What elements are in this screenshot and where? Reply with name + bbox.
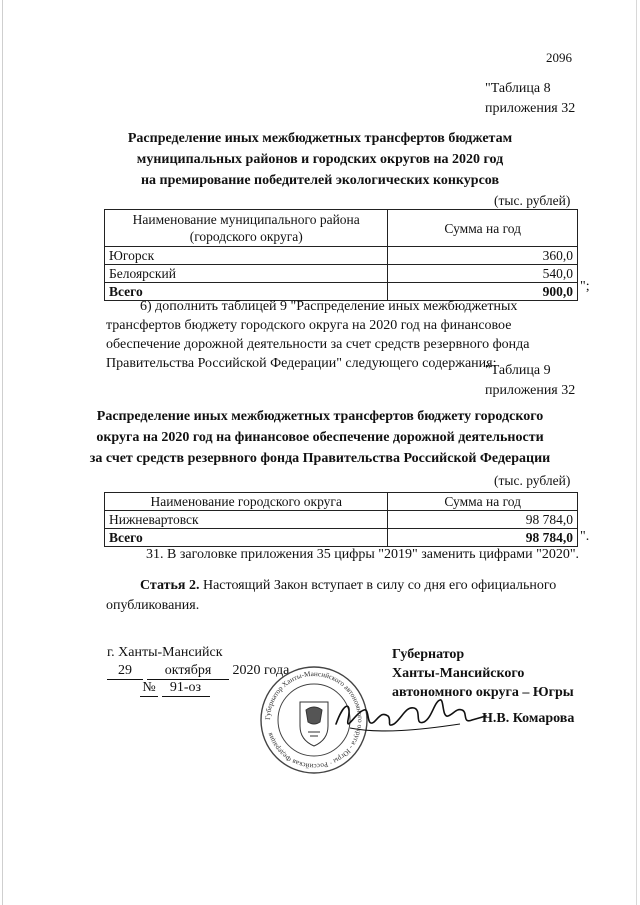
table9-total-name: Всего <box>105 529 388 547</box>
article-2-label: Статья 2. <box>140 578 200 593</box>
table8-title-line1: Распределение иных межбюджетных трансфертов бюджетам <box>127 131 513 146</box>
handwritten-signature <box>330 694 490 744</box>
table9-title-line2: округа на 2020 год на финансовое обеспечение дорожной деятельности <box>96 430 544 445</box>
table9-total-value: 98 784,0 <box>388 529 578 547</box>
table8-reference-line2: приложения 32 <box>485 101 576 116</box>
table-row <box>105 511 578 529</box>
table9-header-name: Наименование городского округа <box>105 493 388 511</box>
governor-title-line1: Губернатор <box>392 647 465 662</box>
table-row <box>105 265 578 283</box>
scan-edge-right <box>636 0 637 905</box>
table9-units: (тыс. рублей) <box>494 473 571 488</box>
table8-closing-quote: "; <box>580 279 590 294</box>
paragraph-6-line3: обеспечение дорожной деятельности за счет средств резервного фонда <box>106 337 530 352</box>
paragraph-6-line1-text: 6) дополнить таблицей 9 "Распределение иных межбюджетных <box>140 299 518 314</box>
table9-reference-line1: "Таблица 9 <box>485 363 551 378</box>
table9-closing-quote: ". <box>580 529 590 544</box>
table9-title-line3: за счет средств резервного фонда Правительства Российской Федерации <box>89 451 551 466</box>
governor-name: Н.В. Комарова <box>482 711 575 726</box>
table9-header-sum: Сумма на год <box>388 493 578 511</box>
signing-month: октября <box>147 663 229 680</box>
paragraph-6-line1 <box>106 297 584 316</box>
table8-title-line2: муниципальных районов и городских округов на 2020 год <box>136 152 504 167</box>
table8-title-line3: на премирование победителей экологических конкурсов <box>140 173 500 188</box>
article-2-text: Настоящий Закон вступает в силу со дня его официального <box>202 578 557 593</box>
paragraph-31: 31. В заголовке приложения 35 цифры "2019" заменить цифрами "2020". <box>146 547 580 562</box>
table8-reference-line1: "Таблица 8 <box>485 81 551 96</box>
law-number-value: 91-оз <box>162 680 210 697</box>
table8-row2-value: 540,0 <box>388 265 578 283</box>
article-2-line1 <box>106 576 584 596</box>
signing-city: г. Ханты-Мансийск <box>107 645 223 660</box>
scan-edge-left <box>2 0 3 905</box>
table8-header-name <box>105 210 388 247</box>
table9-reference-line2: приложения 32 <box>485 383 576 398</box>
signing-day: 29 <box>107 663 143 680</box>
table9-title <box>60 406 580 469</box>
table9-row1-name: Нижневартовск <box>105 511 388 529</box>
table9-title-line1: Распределение иных межбюджетных трансфертов бюджету городского <box>96 409 544 424</box>
law-number-prefix: № <box>140 680 158 697</box>
article-2-line2: опубликования. <box>106 598 200 613</box>
table9 <box>104 492 578 547</box>
table8-header-sum: Сумма на год <box>388 210 578 247</box>
coat-of-arms-icon <box>300 702 328 746</box>
paragraph-6-line4: Правительства Российской Федерации" следующего содержания: <box>106 356 497 371</box>
law-number <box>140 680 210 697</box>
table9-header-row <box>105 493 578 511</box>
table9-reference <box>485 361 575 401</box>
table8-total-name: Всего <box>105 283 388 301</box>
paragraph-6-line2: трансфертов бюджету городского округа на 2020 год на финансовое <box>106 318 512 333</box>
table8-row2-name: Белоярский <box>105 265 388 283</box>
table8-units: (тыс. рублей) <box>494 193 571 208</box>
article-2 <box>106 576 584 616</box>
table-row <box>105 247 578 265</box>
table8-header-name-line2: (городского округа) <box>189 229 303 244</box>
signing-year: 2020 года <box>232 663 290 678</box>
table9-row1-value: 98 784,0 <box>388 511 578 529</box>
table8-total-value: 900,0 <box>388 283 578 301</box>
table8-row1-value: 360,0 <box>388 247 578 265</box>
table8-title <box>60 128 580 191</box>
governor-title-line3: автономного округа – Югры <box>392 685 574 700</box>
table9-total-row <box>105 529 578 547</box>
table8-row1-name: Югорск <box>105 247 388 265</box>
page-number: 2096 <box>546 50 572 65</box>
table8-reference <box>485 79 575 119</box>
governor-title-line2: Ханты-Мансийского <box>392 666 525 681</box>
table8 <box>104 209 578 301</box>
table8-header-name-line1: Наименование муниципального района <box>132 212 360 227</box>
table8-header-row <box>105 210 578 247</box>
stamp-text: Губернатор Ханты-Мансийского автономного округа - Югры · Российская Федерация <box>263 669 365 771</box>
